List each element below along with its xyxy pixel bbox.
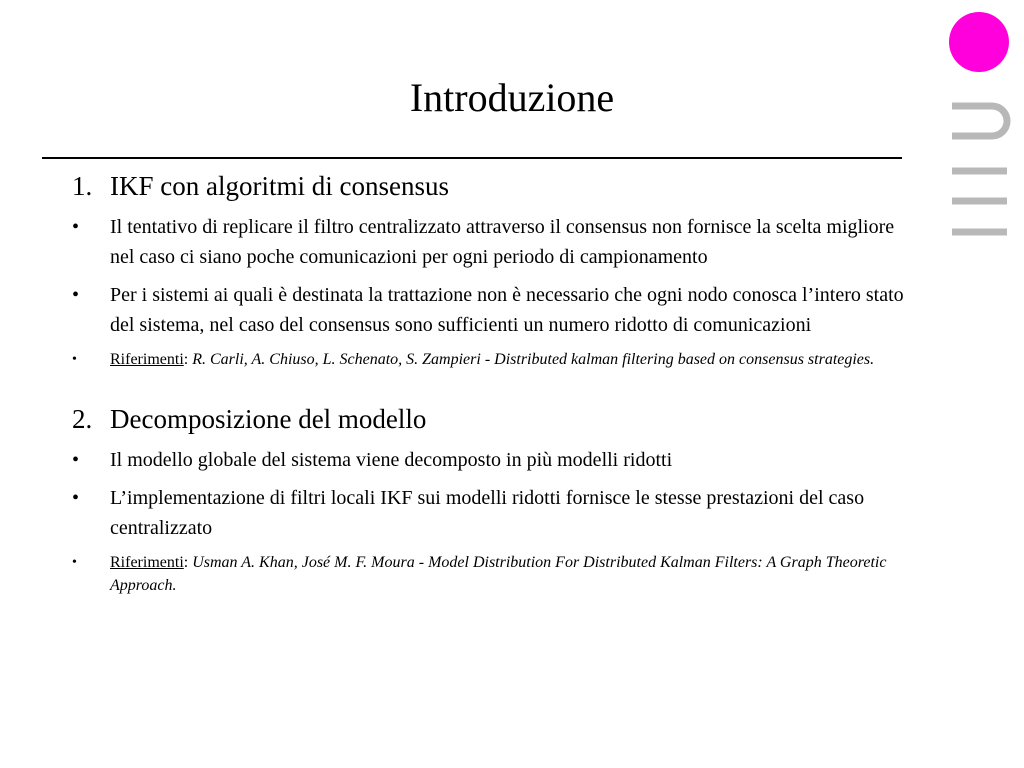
reference-label: Riferimenti (110, 554, 184, 571)
bullet-icon: • (72, 216, 80, 238)
section-heading (72, 168, 912, 204)
slide-content (72, 168, 912, 597)
bullet-icon: • (72, 449, 80, 471)
section-heading-text: Decomposizione del modello (110, 404, 427, 434)
bullet-icon: • (72, 352, 77, 367)
title-divider (42, 157, 902, 159)
university-logo (946, 8, 1016, 240)
bullet-icon: • (72, 284, 80, 306)
bullet-text: L’implementazione di filtri locali IKF sui modelli ridotti fornisce le stesse prestazioni del caso centralizzato (110, 487, 865, 539)
list-item (72, 280, 912, 340)
logo-u-shape (952, 106, 1007, 136)
section-number: 2. (72, 404, 93, 434)
reference-citation: Usman A. Khan, José M. F. Moura - Model Distribution For Distributed Kalman Filters: A Graph Theoretic Approach. (110, 554, 887, 594)
reference-citation: R. Carli, A. Chiuso, L. Schenato, S. Zampieri - Distributed kalman filtering based on consensus strategies. (192, 351, 875, 368)
bullet-icon: • (72, 487, 80, 509)
reference-label: Riferimenti (110, 351, 184, 368)
section-heading (72, 401, 912, 437)
bullet-text: Il tentativo di replicare il filtro centralizzato attraverso il consensus non fornisce la scelta migliore nel caso ci siano poche comunicazioni per ogni periodo di campionamento (110, 216, 895, 268)
section-spacer (72, 371, 912, 401)
section-number: 1. (72, 171, 93, 201)
reference-separator: : (183, 554, 189, 571)
logo-dot-icon (949, 12, 1009, 72)
bullet-text: Per i sistemi ai quali è destinata la trattazione non è necessario che ogni nodo conosca l’intero stato del sistema, nel caso del consensus sono sufficienti un numero ridotto di comunicazioni (110, 284, 904, 336)
reference-item (72, 551, 912, 597)
reference-separator: : (183, 351, 189, 368)
bullet-text: Il modello globale del sistema viene decomposto in più modelli ridotti (110, 449, 673, 471)
bullet-icon: • (72, 555, 77, 570)
slide-title: Introduzione (409, 75, 615, 120)
reference-item (72, 348, 912, 371)
list-item (72, 445, 912, 475)
section-heading-text: IKF con algoritmi di consensus (110, 171, 449, 201)
list-item (72, 212, 912, 272)
list-item (72, 483, 912, 543)
